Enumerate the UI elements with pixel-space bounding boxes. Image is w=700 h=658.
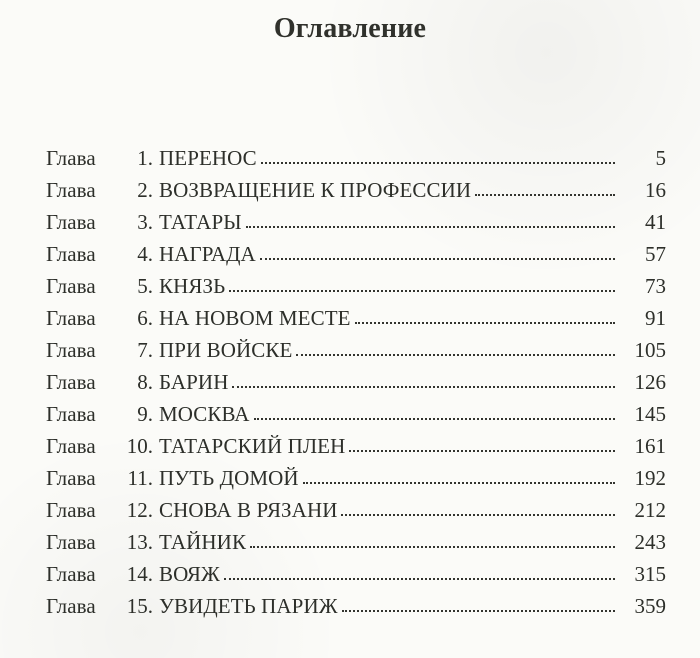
chapter-title: МОСКВА [159, 402, 250, 426]
chapter-number: 10. [126, 434, 153, 458]
dot-leader [303, 480, 615, 484]
chapter-word: Глава [46, 306, 96, 330]
dot-leader [260, 256, 615, 260]
chapter-number: 7. [137, 338, 153, 362]
page-number: 41 [645, 210, 666, 234]
table-of-contents [46, 142, 666, 622]
chapter-number: 3. [137, 210, 153, 234]
table-row [46, 174, 666, 206]
chapter-number: 11. [127, 466, 153, 490]
page-number: 145 [634, 402, 666, 426]
chapter-word: Глава [46, 274, 96, 298]
chapter-number: 12. [126, 498, 153, 522]
chapter-title: ВОЗВРАЩЕНИЕ К ПРОФЕССИИ [159, 178, 472, 202]
table-row [46, 526, 666, 558]
chapter-title: УВИДЕТЬ ПАРИЖ [159, 594, 338, 618]
chapter-word: Глава [46, 498, 96, 522]
chapter-number: 2. [137, 178, 153, 202]
page-number: 91 [645, 306, 666, 330]
dot-leader [342, 608, 615, 612]
chapter-word: Глава [46, 146, 96, 170]
chapter-number: 9. [137, 402, 153, 426]
chapter-title: ТАЙНИК [159, 530, 247, 554]
page-number: 57 [645, 242, 666, 266]
chapter-word: Глава [46, 210, 96, 234]
table-row [46, 462, 666, 494]
table-row [46, 590, 666, 622]
page-number: 315 [634, 562, 666, 586]
page-number: 16 [645, 178, 666, 202]
page-number: 192 [634, 466, 666, 490]
table-row [46, 142, 666, 174]
chapter-number: 4. [137, 242, 153, 266]
dot-leader [341, 512, 615, 516]
dot-leader [224, 576, 615, 580]
table-row [46, 206, 666, 238]
table-row [46, 398, 666, 430]
chapter-word: Глава [46, 242, 96, 266]
table-row [46, 334, 666, 366]
dot-leader [229, 288, 615, 292]
dot-leader [232, 384, 615, 388]
chapter-title: НАГРАДА [159, 242, 256, 266]
chapter-title: КНЯЗЬ [159, 274, 226, 298]
chapter-number: 6. [137, 306, 153, 330]
table-row [46, 430, 666, 462]
dot-leader [355, 320, 615, 324]
page-number: 126 [634, 370, 666, 394]
chapter-word: Глава [46, 530, 96, 554]
chapter-title: ВОЯЖ [159, 562, 220, 586]
table-row [46, 494, 666, 526]
chapter-title: НА НОВОМ МЕСТЕ [159, 306, 351, 330]
chapter-title: ТАТАРЫ [159, 210, 242, 234]
page-number: 212 [634, 498, 666, 522]
page-number: 5 [655, 146, 666, 170]
dot-leader [475, 192, 615, 196]
page-number: 105 [634, 338, 666, 362]
page-number: 243 [634, 530, 666, 554]
chapter-word: Глава [46, 370, 96, 394]
page-number: 73 [645, 274, 666, 298]
dot-leader [246, 224, 615, 228]
table-row [46, 270, 666, 302]
table-row [46, 558, 666, 590]
table-row [46, 302, 666, 334]
chapter-title: ТАТАРСКИЙ ПЛЕН [159, 434, 346, 458]
page-title: Оглавление [273, 13, 427, 44]
chapter-number: 1. [137, 146, 153, 170]
chapter-title: БАРИН [159, 370, 229, 394]
chapter-word: Глава [46, 562, 96, 586]
chapter-number: 14. [126, 562, 153, 586]
page-number: 161 [634, 434, 666, 458]
chapter-word: Глава [46, 466, 96, 490]
table-row [46, 238, 666, 270]
chapter-title: ПРИ ВОЙСКЕ [159, 338, 293, 362]
chapter-title: ПЕРЕНОС [159, 146, 257, 170]
chapter-word: Глава [46, 338, 96, 362]
chapter-word: Глава [46, 434, 96, 458]
table-row [46, 366, 666, 398]
dot-leader [349, 448, 615, 452]
chapter-word: Глава [46, 178, 96, 202]
dot-leader [261, 160, 615, 164]
chapter-title: ПУТЬ ДОМОЙ [159, 466, 299, 490]
chapter-number: 8. [137, 370, 153, 394]
chapter-number: 5. [137, 274, 153, 298]
chapter-number: 13. [126, 530, 153, 554]
chapter-title: СНОВА В РЯЗАНИ [159, 498, 338, 522]
chapter-number: 15. [126, 594, 153, 618]
page-number: 359 [634, 594, 666, 618]
dot-leader [254, 416, 615, 420]
dot-leader [250, 544, 615, 548]
dot-leader [296, 352, 615, 356]
chapter-word: Глава [46, 402, 96, 426]
chapter-word: Глава [46, 594, 96, 618]
